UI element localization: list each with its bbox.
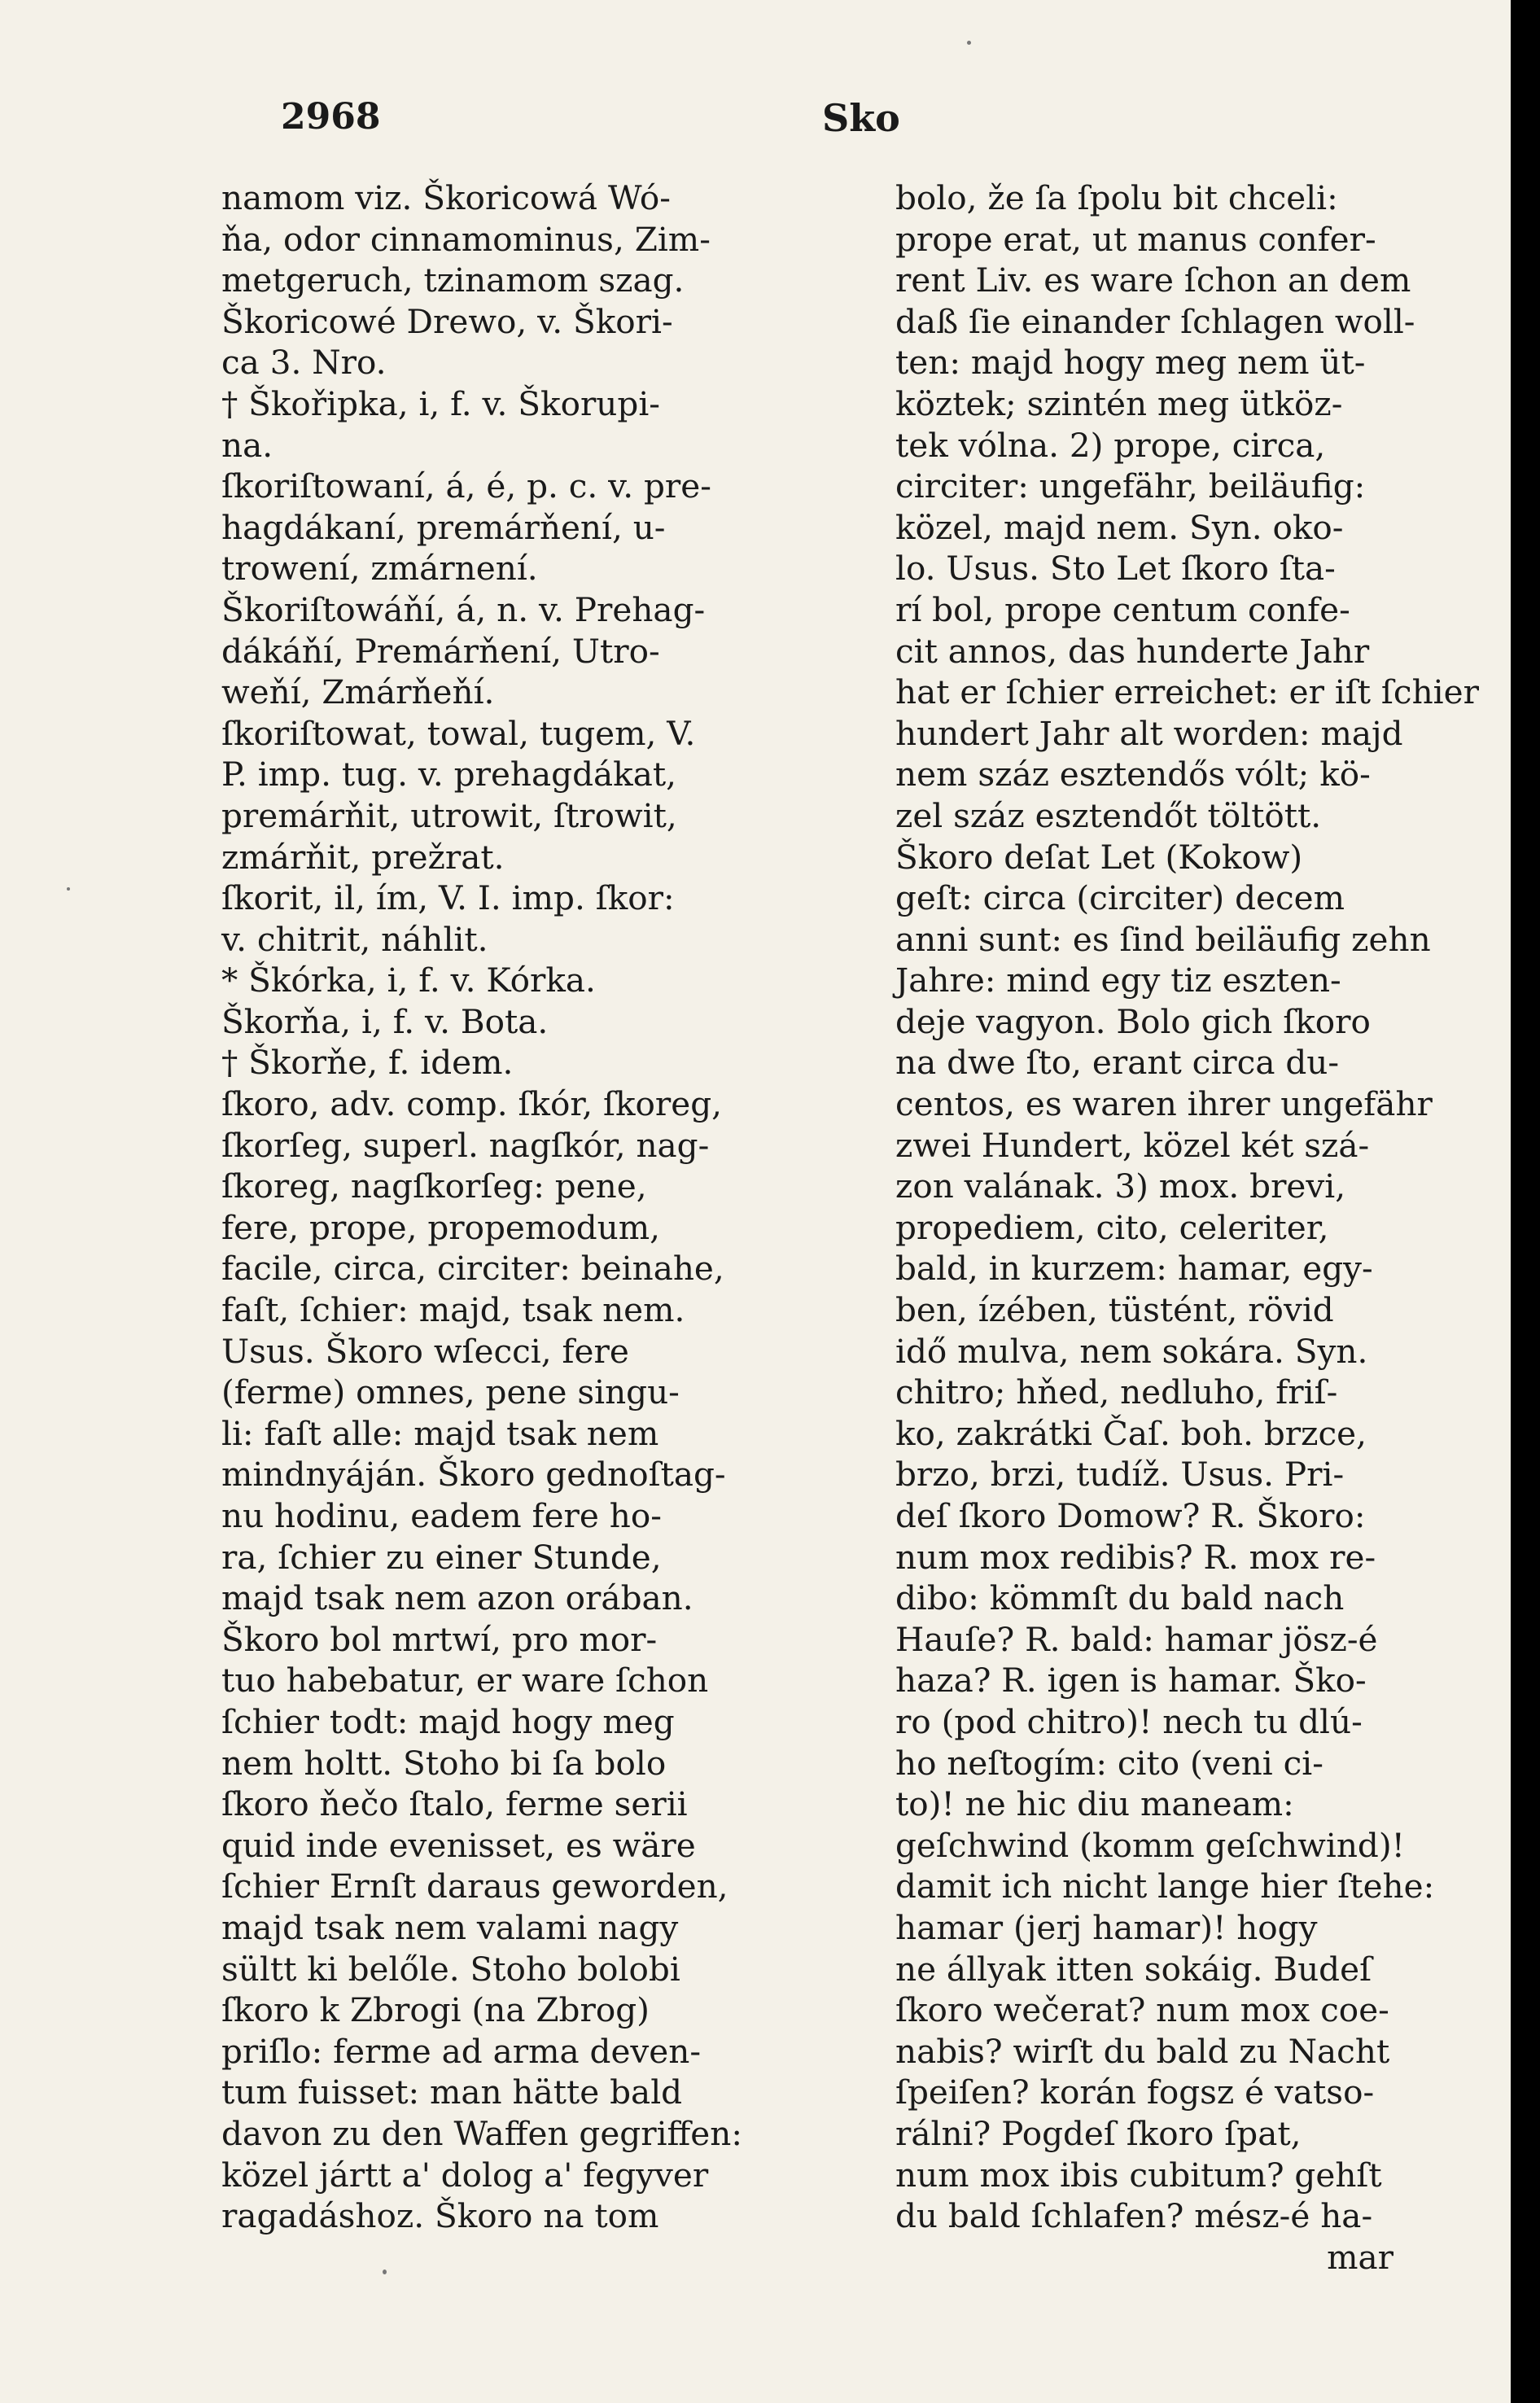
right-column-line: to)! ne hic diu maneam: [895,1784,1294,1824]
right-column-line: geſchwind (komm geſchwind)! [895,1825,1405,1865]
paper-speck [67,887,70,891]
left-column-line: hagdákaní, premárňení, u- [221,507,666,547]
left-column-line: faſt, ſchier: majd, tsak nem. [221,1290,685,1330]
left-column-line: ſkoro, adv. comp. ſkór, ſkoreg, [221,1084,723,1124]
right-column-line: num mox ibis cubitum? gehſt [895,2155,1382,2195]
left-column-line: Škoriſtowáňí, á, n. v. Prehag- [221,589,706,629]
left-column-line: priſlo: ferme ad arma deven- [221,2031,702,2071]
right-column-line: hamar (jerj hamar)! hogy [895,1907,1318,1947]
left-column-line: ſkoreg, nagſkorſeg: pene, [221,1166,647,1206]
left-column-line: ſchier Ernſt daraus geworden, [221,1867,728,1906]
page-number: 2968 [281,96,381,138]
right-column-line: prope erat, ut manus confer- [895,219,1376,259]
right-column-line: ten: majd hogy meg nem üt- [895,343,1366,383]
left-column-line: davon zu den Waffen gegriffen: [221,2113,742,2153]
left-column-line: na. [221,425,273,465]
left-column-line: ſkorſeg, superl. nagſkór, nag- [221,1125,710,1165]
scan-border [1511,0,1540,2403]
right-column-line: ſpeiſen? korán fogsz é vatso- [895,2073,1375,2112]
right-column-line: lo. Usus. Sto Let ſkoro ſta- [895,549,1336,589]
paper-speck [967,41,971,45]
left-column-line: * Škórka, i, f. v. Kórka. [221,961,596,1000]
right-column-line: mar [1327,2237,1393,2277]
left-column-line: ſkoro ňečo ſtalo, ferme serii [221,1784,688,1824]
right-column-line: num mox redibis? R. mox re- [895,1537,1376,1577]
right-column-line: geſt: circa (circiter) decem [895,878,1345,918]
right-column-line: köztek; szintén meg ütköz- [895,383,1343,423]
left-column-line: majd tsak nem azon orában. [221,1578,693,1618]
right-column-line: circiter: ungefähr, beiläufig: [895,466,1366,506]
left-column-line: mindnyáján. Škoro gednoſtag- [221,1455,726,1495]
right-column-line: deje vagyon. Bolo gich ſkoro [895,1001,1371,1041]
left-column-line: majd tsak nem valami nagy [221,1907,679,1947]
left-column-line: premárňit, utrowit, ſtrowit, [221,795,677,835]
left-column-line: ſchier todt: majd hogy meg [221,1701,675,1741]
left-column-line: tum fuisset: man hätte bald [221,2073,683,2112]
right-column-line: damit ich nicht lange hier ſtehe: [895,1867,1435,1906]
left-column-line: metgeruch, tzinamom szag. [221,260,685,300]
left-column-line: weňí, Zmárňeňí. [221,672,495,712]
right-column-line: ko, zakrátki Čaſ. boh. brzce, [895,1413,1367,1453]
page-header [0,96,1511,145]
left-column-line: † Škořipka, i, f. v. Škorupi- [221,383,660,423]
right-column-line: hat er ſchier erreichet: er iſt ſchier [895,672,1479,712]
right-column [895,177,1479,2278]
right-column-line: idő mulva, nem sokára. Syn. [895,1331,1368,1371]
left-column-line: ca 3. Nro. [221,343,387,383]
left-column-line: ſkorit, il, ím, V. I. imp. ſkor: [221,878,675,918]
left-column-line: Škoro bol mrtwí, pro mor- [221,1619,658,1659]
right-column-line: du bald ſchlafen? mész-é ha- [895,2196,1373,2236]
left-column-line: sültt ki belőle. Stoho bolobi [221,1949,680,1989]
right-column-line: rí bol, prope centum confe- [895,589,1350,629]
left-column-line: v. chitrit, náhlit. [221,919,488,959]
right-column-line: zwei Hundert, közel két szá- [895,1125,1370,1165]
left-column [221,177,833,2237]
right-column-line: brzo, brzi, tudíž. Usus. Pri- [895,1455,1345,1495]
running-head: Sko [822,96,900,140]
left-column-line: ňa, odor cinnamominus, Zim- [221,219,711,259]
right-column-line: Jahre: mind egy tiz eszten- [895,961,1341,1000]
left-column-line: namom viz. Škoricowá Wó- [221,178,671,217]
right-column-line: Škoro deſat Let (Kokow) [895,837,1303,877]
left-column-line: zmárňit, prežrat. [221,837,505,877]
right-column-line: ro (pod chitro)! nech tu dlú- [895,1701,1363,1741]
left-column-line: tuo habebatur, er ware ſchon [221,1661,709,1700]
right-column-line: ne állyak itten sokáig. Budeſ [895,1949,1372,1989]
right-column-line: cit annos, das hunderte Jahr [895,631,1370,671]
left-column-line: Škoricowé Drewo, v. Škori- [221,301,673,341]
right-column-line: zon valának. 3) mox. brevi, [895,1166,1346,1206]
left-column-line: ſkoriſtowat, towal, tugem, V. [221,713,696,753]
right-column-line: hundert Jahr alt worden: majd [895,713,1403,753]
left-column-line: fere, prope, propemodum, [221,1207,660,1247]
right-column-line: ho neſtogím: cito (veni ci- [895,1743,1323,1783]
right-column-line: dibo: kömmſt du bald nach [895,1578,1345,1618]
right-column-line: bolo, že ſa ſpolu bit chceli: [895,178,1338,217]
left-column-line: li: faſt alle: majd tsak nem [221,1413,659,1453]
paper-speck [383,2270,387,2274]
right-column-line: közel, majd nem. Syn. oko- [895,507,1344,547]
left-column-line: közel jártt a' dolog a' fegyver [221,2155,709,2195]
right-column-line: centos, es waren ihrer ungefähr [895,1084,1433,1124]
left-column-line: dákáňí, Premárňení, Utro- [221,631,660,671]
right-column-line: rálni? Pogdeſ ſkoro ſpat, [895,2113,1302,2153]
left-column-line: facile, circa, circiter: beinahe, [221,1249,724,1289]
left-column-line: quid inde evenisset, es wäre [221,1825,696,1865]
right-column-line: anni sunt: es ſind beiläufig zehn [895,919,1431,959]
left-column-line: ſkoriſtowaní, á, é, p. c. v. pre- [221,466,711,506]
right-column-line: zel száz esztendőt töltött. [895,795,1322,835]
left-column-line: ra, ſchier zu einer Stunde, [221,1537,662,1577]
right-column-line: nabis? wirſt du bald zu Nacht [895,2031,1390,2071]
right-column-line: bald, in kurzem: hamar, egy- [895,1249,1373,1289]
left-column-line: Usus. Škoro wſecci, fere [221,1331,629,1371]
left-column-line: † Škorňe, f. idem. [221,1043,514,1083]
left-column-line: nem holtt. Stoho bi ſa bolo [221,1743,667,1783]
left-column-line: ragadáshoz. Škoro na tom [221,2196,659,2236]
right-column-line: chitro; hňed, nedluho, friſ- [895,1372,1338,1412]
left-column-line: Škorňa, i, f. v. Bota. [221,1001,549,1041]
right-column-line: tek vólna. 2) prope, circa, [895,425,1326,465]
right-column-line: na dwe ſto, erant circa du- [895,1043,1340,1083]
right-column-line: ſkoro wečerat? num mox coe- [895,1990,1389,2030]
left-column-line: nu hodinu, eadem fere ho- [221,1496,662,1535]
right-column-line: deſ ſkoro Domow? R. Škoro: [895,1496,1366,1535]
left-column-line: P. imp. tug. v. prehagdákat, [221,755,676,794]
left-column-line: ſkoro k Zbrogi (na Zbrog) [221,1990,650,2030]
right-column-line: daß ſie einander ſchlagen woll- [895,301,1415,341]
right-column-line: ben, ízében, tüstént, rövid [895,1290,1334,1330]
right-column-line: propediem, cito, celeriter, [895,1207,1329,1247]
right-column-line: Hauſe? R. bald: hamar jösz-é [895,1619,1378,1659]
right-column-line: rent Liv. es ware ſchon an dem [895,260,1411,300]
right-column-line: nem száz esztendős vólt; kö- [895,755,1371,794]
left-column-line: (ferme) omnes, pene singu- [221,1372,680,1412]
right-column-line: haza? R. igen is hamar. Ško- [895,1661,1367,1700]
left-column-line: trowení, zmárnení. [221,549,538,589]
